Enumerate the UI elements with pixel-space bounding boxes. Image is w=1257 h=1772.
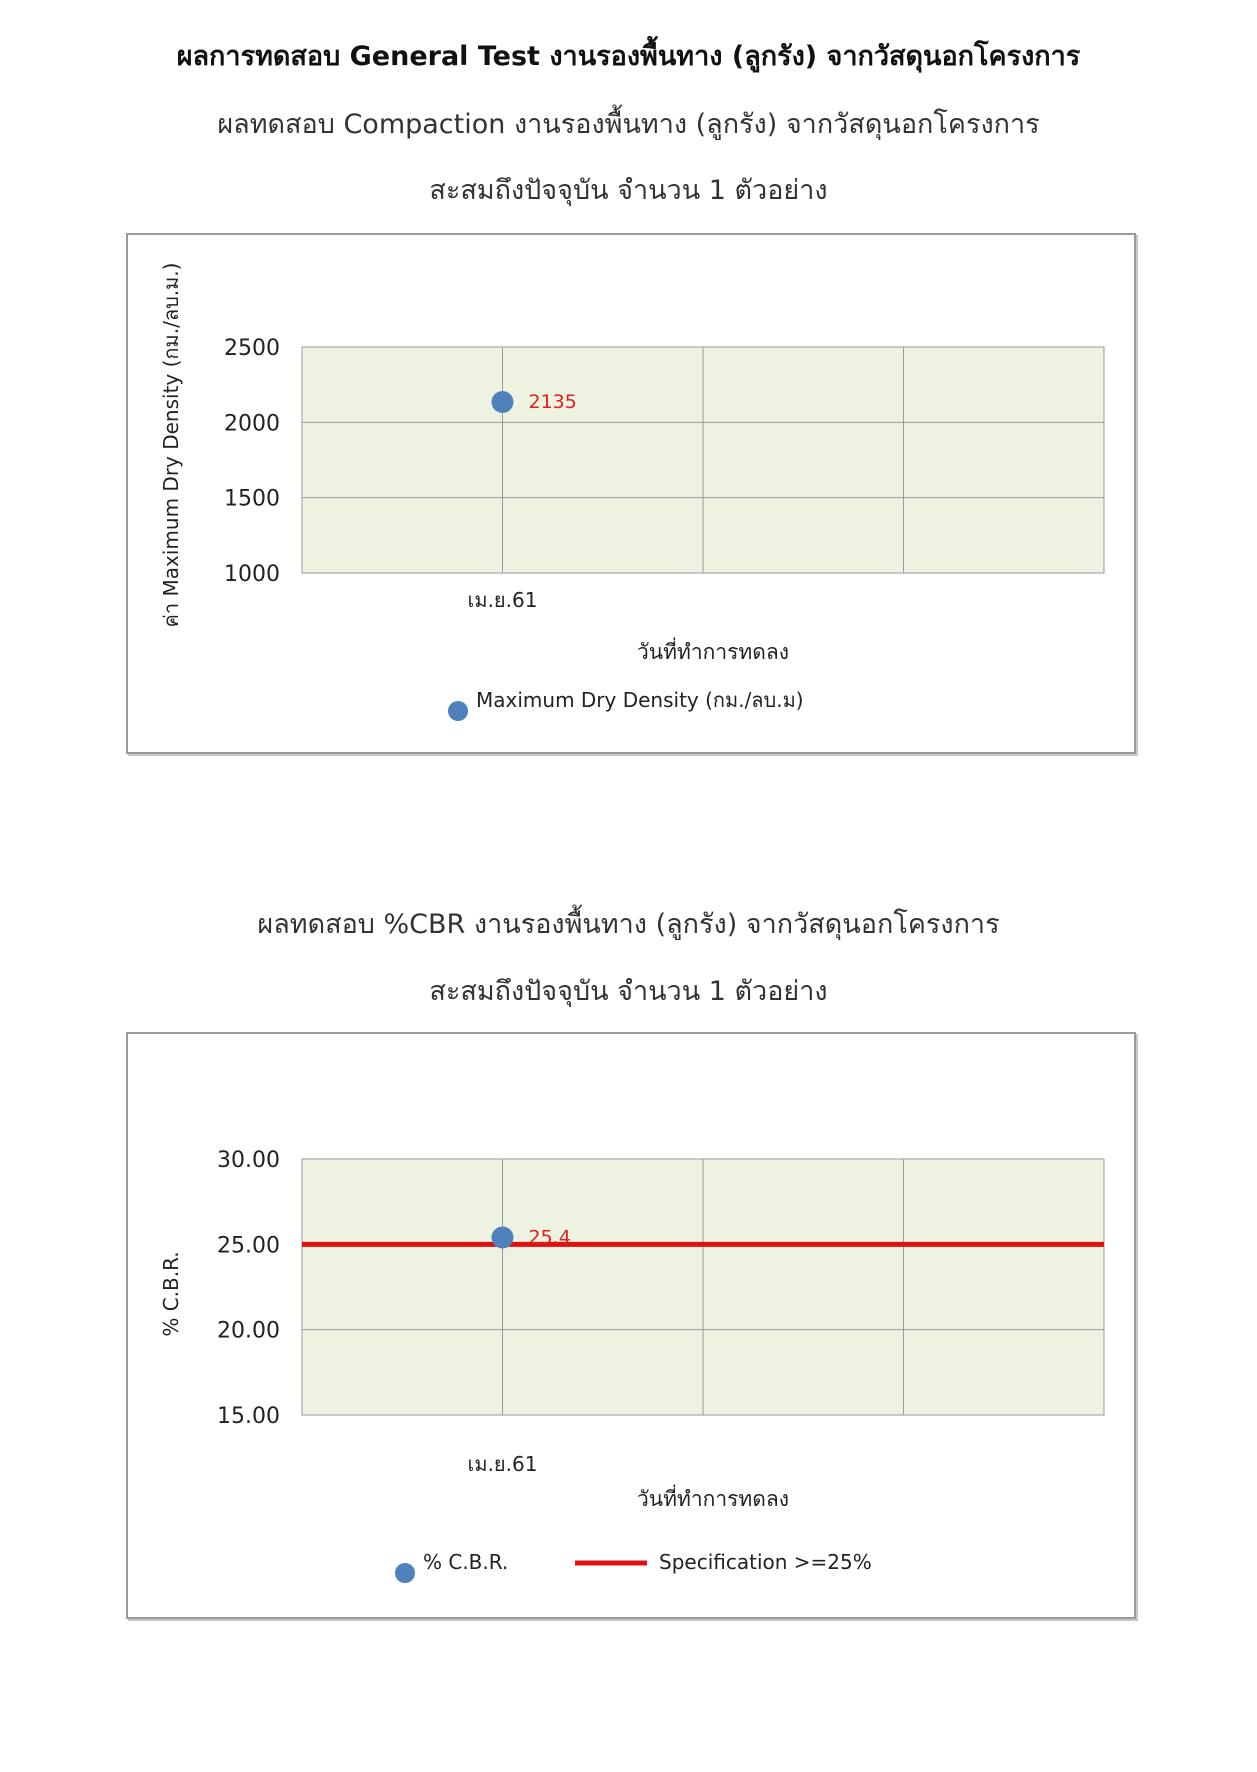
chart2-title: ผลทดสอบ %CBR งานรองพื้นทาง (ลูกรัง) จากวัสดุนอกโครงการ	[257, 909, 1000, 940]
x-axis-title: วันที่ทำการทดลง	[636, 640, 790, 664]
cbr-chart	[128, 1034, 1134, 1617]
data-label: 2135	[528, 390, 577, 413]
chart1-subtitle: สะสมถึงปัจจุบัน จำนวน 1 ตัวอย่าง	[429, 175, 828, 206]
y-tick-label: 1500	[224, 486, 280, 512]
x-tick-label: เม.ย.61	[467, 1452, 538, 1476]
x-tick-label: เม.ย.61	[467, 588, 538, 612]
page-title: ผลการทดสอบ General Test งานรองพื้นทาง (ลูกรัง) จากวัสดุนอกโครงการ	[176, 41, 1081, 72]
y-tick-label: 30.00	[217, 1148, 280, 1173]
chart2-subtitle: สะสมถึงปัจจุบัน จำนวน 1 ตัวอย่าง	[429, 976, 828, 1007]
data-point	[492, 391, 514, 413]
legend-label: % C.B.R.	[423, 1550, 509, 1574]
legend-label: Maximum Dry Density (กม./ลบ.ม)	[476, 688, 804, 712]
density-chart	[128, 235, 1134, 752]
y-tick-label: 15.00	[217, 1404, 280, 1429]
y-tick-label: 1000	[224, 562, 280, 587]
chart1-title: ผลทดสอบ Compaction งานรองพื้นทาง (ลูกรัง) จากวัสดุนอกโครงการ	[217, 109, 1040, 140]
y-axis-title: ค่า Maximum Dry Density (กม./ลบ.ม.)	[159, 262, 183, 628]
y-tick-label: 20.00	[217, 1318, 280, 1344]
y-tick-label: 25.00	[217, 1233, 280, 1259]
data-label: 25.4	[528, 1226, 571, 1249]
data-point	[492, 1227, 514, 1249]
y-tick-label: 2000	[224, 411, 280, 437]
cbr-chart-frame	[126, 1032, 1136, 1619]
legend-label: Specification >=25%	[659, 1550, 872, 1574]
density-chart-frame	[126, 233, 1136, 754]
y-tick-label: 2500	[224, 336, 280, 361]
legend-marker	[395, 1563, 415, 1583]
y-axis-title: % C.B.R.	[159, 1251, 183, 1337]
legend-marker	[448, 701, 468, 721]
x-axis-title: วันที่ทำการทดลง	[636, 1487, 790, 1511]
